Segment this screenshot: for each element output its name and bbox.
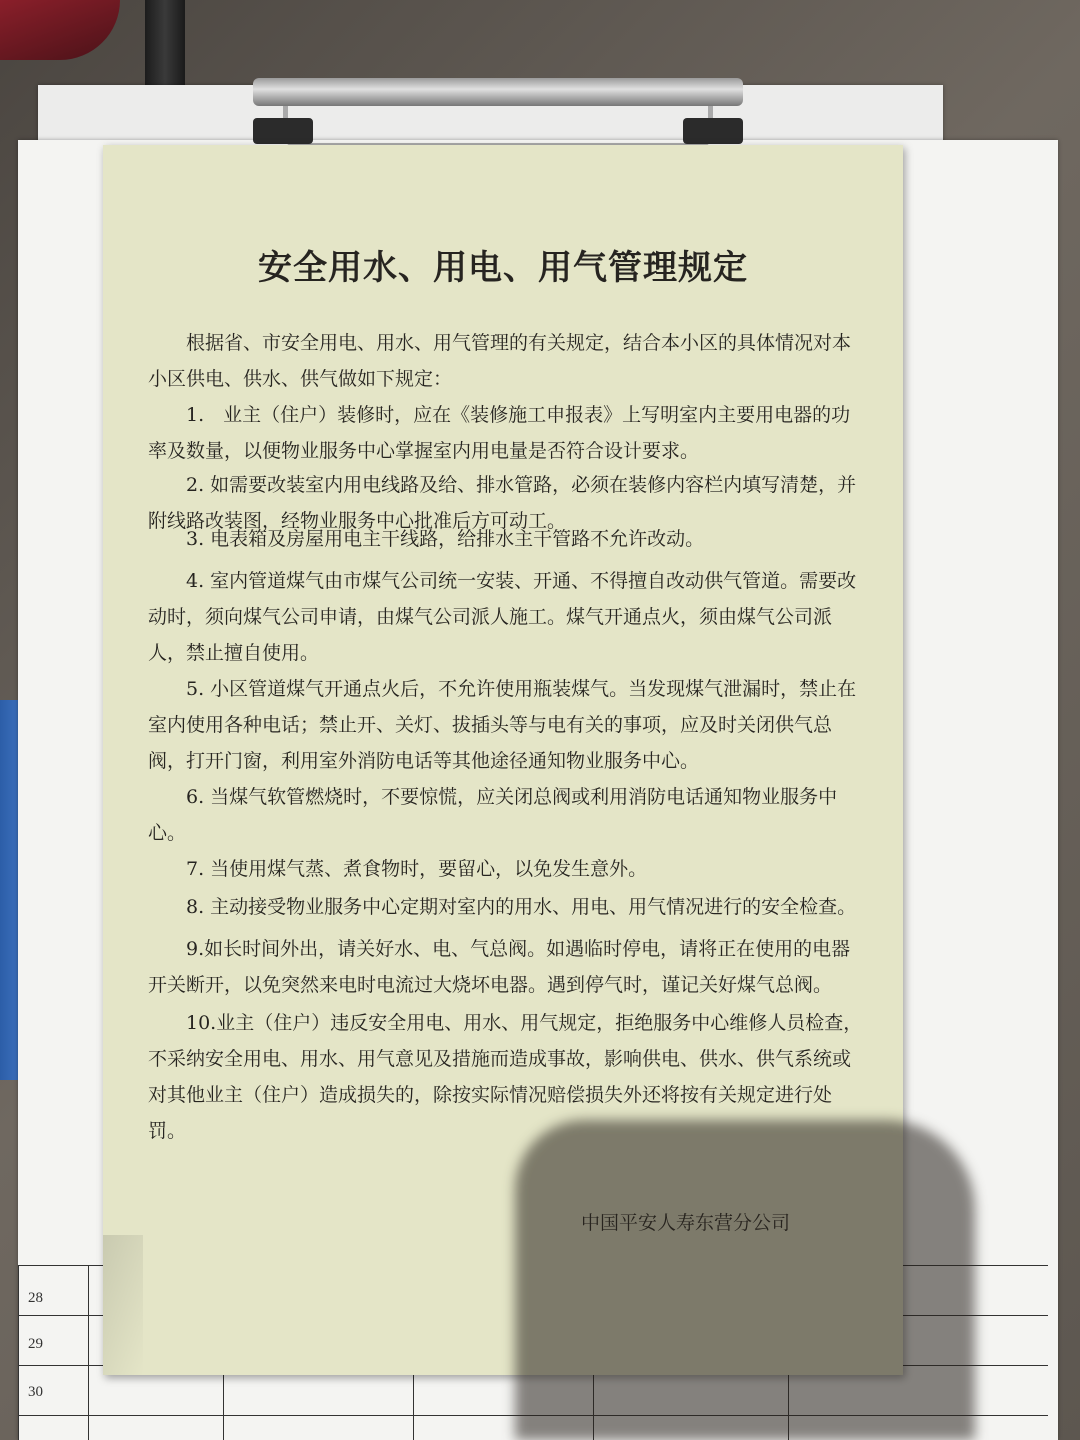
- notice-item: 4. 室内管道煤气由市煤气公司统一安装、开通、不得擅自改动供气管道。需要改动时，须向煤气公司申请，由煤气公司派人施工。煤气开通点火，须由煤气公司派人，禁止擅自使用。: [148, 570, 857, 664]
- hand-shadow: [515, 1120, 975, 1440]
- form-row-number: 28: [28, 1290, 43, 1306]
- form-row-number: 29: [28, 1336, 43, 1352]
- notice-item: 8. 主动接受物业服务中心定期对室内的用水、用电、用气情况进行的安全检查。: [186, 896, 857, 918]
- notice-item: 7. 当使用煤气蒸、煮食物时，要留心，以免发生意外。: [186, 858, 648, 880]
- notice-title: 安全用水、用电、用气管理规定: [258, 248, 748, 288]
- notice-item: 2. 如需要改装室内用电线路及给、排水管路，必须在装修内容栏内填写清楚，并附线路改装图，经物业服务中心批准后方可动工。: [148, 474, 857, 532]
- folded-corner: [103, 1235, 143, 1375]
- pen: [145, 0, 185, 95]
- notice-intro: 根据省、市安全用电、用水、用气管理的有关规定，结合本小区的具体情况对本小区供电、供水、供气做如下规定：: [148, 332, 852, 390]
- notice-item: 5. 小区管道煤气开通点火后，不允许使用瓶装煤气。当发现煤气泄漏时，禁止在室内使用各种电话；禁止开、关灯、拔插头等与电有关的事项，应及时关闭供气总阀，打开门窗，利用室外消防电话等其他途径通知物业服务中心。: [148, 678, 857, 772]
- notice-item: 6. 当煤气软管燃烧时，不要惊慌，应关闭总阀或利用消防电话通知物业服务中心。: [148, 786, 838, 844]
- form-row-number: 30: [28, 1384, 43, 1400]
- notice-item: 1. 业主（住户）装修时，应在《装修施工申报表》上写明室内主要用电器的功率及数量，以便物业服务中心掌握室内用电量是否符合设计要求。: [148, 404, 851, 462]
- notice-item: 9.如长时间外出，请关好水、电、气总阀。如遇临时停电，请将正在使用的电器开关断开，以免突然来电时电流过大烧坏电器。遇到停气时，谨记关好煤气总阀。: [148, 938, 851, 996]
- notice-item: 10.业主（住户）违反安全用电、用水、用气规定，拒绝服务中心维修人员检查，不采纳安全用电、用水、用气意见及措施而造成事故，影响供电、供水、供气系统或对其他业主（住户）造成损失的，除按实际情况赔偿损失外还将按有关规定进行处罚。: [148, 1012, 863, 1142]
- notice-item: 3. 电表箱及房屋用电主干线路，给排水主干管路不允许改动。: [186, 528, 705, 550]
